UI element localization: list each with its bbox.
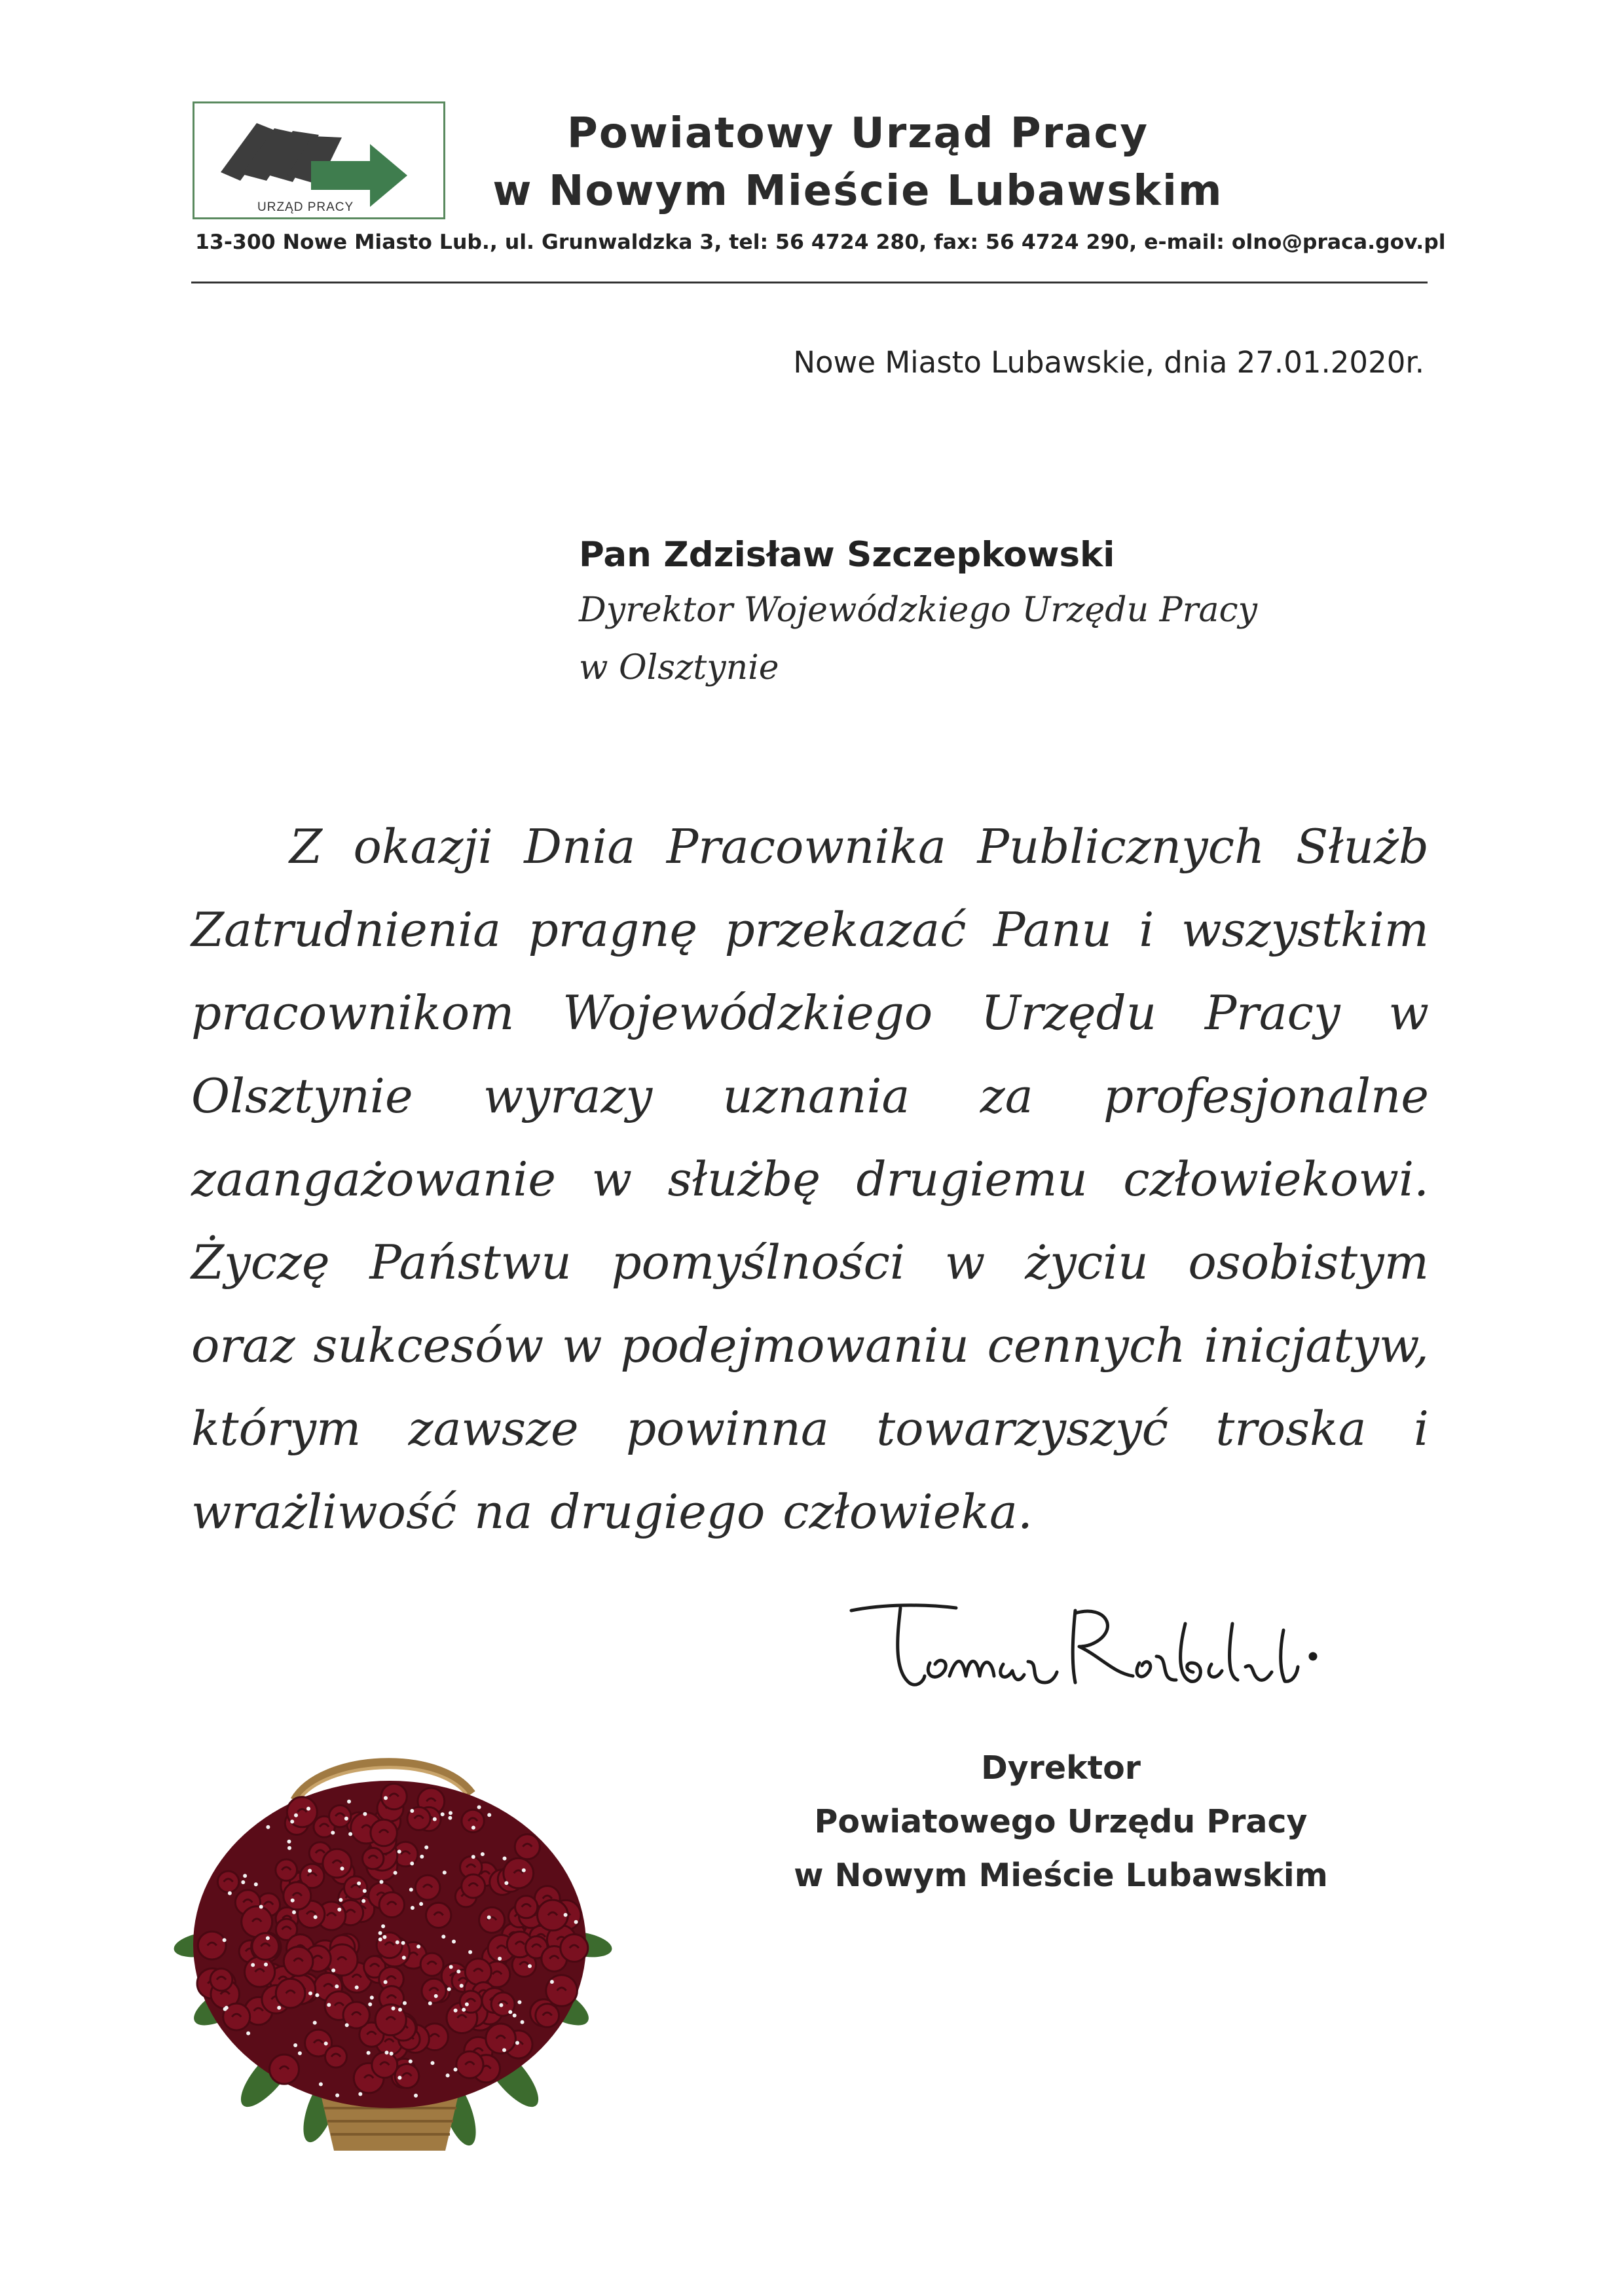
gypsophila-icon xyxy=(363,1889,367,1893)
gypsophila-icon xyxy=(380,1880,384,1884)
gypsophila-icon xyxy=(306,1807,310,1811)
gypsophila-icon xyxy=(564,1913,568,1917)
gypsophila-icon xyxy=(308,1869,312,1873)
rose-icon xyxy=(372,2052,397,2078)
gypsophila-icon xyxy=(315,1994,319,1997)
gypsophila-icon xyxy=(363,1812,367,1816)
rose-icon xyxy=(252,1933,279,1960)
gypsophila-icon xyxy=(428,2001,432,2005)
gypsophila-icon xyxy=(487,1813,491,1817)
gypsophila-icon xyxy=(378,1937,382,1941)
rose-icon xyxy=(422,1978,446,2003)
gypsophila-icon xyxy=(448,1816,452,1820)
rose-icon xyxy=(363,1848,384,1869)
gypsophila-icon xyxy=(243,1874,247,1878)
rose-icon xyxy=(325,2046,347,2068)
gypsophila-icon xyxy=(254,1882,258,1886)
signatory-title-line1: Dyrektor xyxy=(981,1749,1141,1787)
gypsophila-icon xyxy=(294,1813,298,1817)
gypsophila-icon xyxy=(431,2061,435,2065)
gypsophila-icon xyxy=(290,1819,294,1823)
gypsophila-icon xyxy=(331,1831,335,1834)
gypsophila-icon xyxy=(499,2003,503,2007)
gypsophila-icon xyxy=(433,1817,437,1821)
gypsophila-icon xyxy=(471,1826,475,1830)
gypsophila-icon xyxy=(449,1965,453,1969)
addressee-block xyxy=(579,529,1257,697)
header-divider xyxy=(191,282,1428,283)
rose-icon xyxy=(515,1834,540,1859)
gypsophila-icon xyxy=(347,1800,351,1804)
gypsophila-icon xyxy=(396,1941,399,1944)
rose-icon xyxy=(426,1903,451,1927)
gypsophila-icon xyxy=(481,1852,485,1856)
gypsophila-icon xyxy=(397,1850,401,1853)
gypsophila-icon xyxy=(339,1898,342,1902)
gypsophila-icon xyxy=(513,2014,517,2018)
gypsophila-icon xyxy=(335,2094,339,2098)
rose-icon xyxy=(210,1969,232,1991)
rose-icon xyxy=(344,1876,367,1899)
gypsophila-icon xyxy=(416,1944,420,1948)
gypsophila-icon xyxy=(357,1882,361,1886)
rose-icon xyxy=(536,2004,559,2028)
gypsophila-icon xyxy=(251,1963,255,1967)
rose-icon xyxy=(245,1957,275,1987)
rose-icon xyxy=(276,1859,297,1881)
gypsophila-icon xyxy=(378,1931,382,1935)
gypsophila-icon xyxy=(409,1887,413,1891)
gypsophila-icon xyxy=(367,2051,371,2055)
gypsophila-icon xyxy=(441,1812,445,1816)
gypsophila-icon xyxy=(298,2051,302,2055)
rose-icon xyxy=(538,1900,568,1931)
logo-caption: URZĄD PRACY xyxy=(257,200,354,214)
gypsophila-icon xyxy=(456,1969,460,1973)
gypsophila-icon xyxy=(358,2092,362,2096)
gypsophila-icon xyxy=(355,1986,359,1990)
gypsophila-icon xyxy=(424,1846,428,1850)
gypsophila-icon xyxy=(452,1940,456,1944)
gypsophila-icon xyxy=(446,2073,450,2077)
gypsophila-icon xyxy=(410,1861,414,1865)
gypsophila-icon xyxy=(477,1805,481,1809)
rose-icon xyxy=(270,2054,299,2084)
gypsophila-icon xyxy=(401,1941,405,1945)
gypsophila-icon xyxy=(337,1908,341,1912)
gypsophila-icon xyxy=(319,2083,323,2086)
gypsophila-icon xyxy=(308,1992,312,1995)
gypsophila-icon xyxy=(409,2060,413,2064)
organization-name xyxy=(458,105,1257,220)
rose-icon xyxy=(456,2051,483,2078)
rose-icon xyxy=(379,1892,404,1917)
gypsophila-icon xyxy=(241,1880,245,1884)
gypsophila-icon xyxy=(414,2094,418,2098)
rose-icon xyxy=(420,1953,443,1976)
addressee-name: Pan Zdzisław Szczepkowski xyxy=(579,535,1115,575)
rose-icon xyxy=(198,1931,226,1959)
gypsophila-icon xyxy=(508,2010,512,2014)
gypsophila-icon xyxy=(403,2001,407,2005)
contact-info: 13-300 Nowe Miasto Lub., ul. Grunwaldzka 3, tel: 56 4724 280, fax: 56 4724 290, e-mail: olno@praca.gov.pl xyxy=(195,230,1446,254)
gypsophila-icon xyxy=(384,1980,388,1984)
gypsophila-icon xyxy=(348,1832,352,1836)
gypsophila-icon xyxy=(420,1855,424,1859)
gypsophila-icon xyxy=(345,2023,349,2027)
addressee-role-line2: w Olsztynie xyxy=(579,648,779,687)
gypsophila-icon xyxy=(223,1938,227,1942)
gypsophila-icon xyxy=(291,1899,295,1903)
rose-icon xyxy=(377,1933,402,1958)
gypsophila-icon xyxy=(381,1924,385,1928)
rose-icon xyxy=(276,1978,305,2008)
rose-icon xyxy=(486,2024,516,2054)
gypsophila-icon xyxy=(443,1870,447,1874)
gypsophila-icon xyxy=(228,1891,232,1895)
gypsophila-icon xyxy=(223,2007,227,2011)
rose-icon xyxy=(371,1819,397,1846)
addressee-role-line1: Dyrektor Wojewódzkiego Urzędu Pracy xyxy=(579,591,1257,630)
gypsophila-icon xyxy=(361,1899,365,1903)
gypsophila-icon xyxy=(502,2048,506,2052)
signatory-title-line2: Powiatowego Urzędu Pracy xyxy=(814,1803,1308,1840)
gypsophila-icon xyxy=(390,2052,394,2056)
org-name-line2: w Nowym Mieście Lubawskim xyxy=(492,167,1223,215)
gypsophila-icon xyxy=(515,2041,519,2045)
gypsophila-icon xyxy=(314,1915,318,1919)
gypsophila-icon xyxy=(397,2076,401,2080)
gypsophila-icon xyxy=(344,1817,348,1821)
gypsophila-icon xyxy=(384,1796,388,1800)
gypsophila-icon xyxy=(487,1916,491,1920)
gypsophila-icon xyxy=(410,1809,414,1813)
gypsophila-icon xyxy=(574,1920,578,1924)
letter-body: Z okazji Dnia Pracownika Publicznych Służb Zatrudnienia pragnę przekazać Panu i wszystkim pracownikom Wojewódzkiego Urzędu Pracy w Olsztynie wyrazy uznania za profesjonalne zaangażowanie w służbę drugiemu człowiekowi. Życzę Państwu pomyślności w życiu osobistym oraz sukcesów w podejmowaniu cennych inicjatyw, którym zawsze powinna towarzyszyć troska i wrażliwość na drugiego człowieka. xyxy=(191,819,1429,1539)
logo xyxy=(193,101,445,219)
gypsophila-icon xyxy=(313,2021,317,2025)
rose-icon xyxy=(415,1875,440,1900)
rose-icon xyxy=(515,1896,538,1918)
gypsophila-icon xyxy=(398,2008,402,2012)
gypsophila-icon xyxy=(419,1902,423,1906)
rose-icon xyxy=(323,1849,352,1878)
gypsophila-icon xyxy=(259,1905,263,1909)
gypsophila-icon xyxy=(293,2043,297,2047)
gypsophila-icon xyxy=(277,2006,281,2010)
gypsophila-icon xyxy=(503,1857,507,1861)
gypsophila-icon xyxy=(460,1984,464,1988)
gypsophila-icon xyxy=(394,1871,397,1875)
gypsophila-icon xyxy=(447,1987,451,1991)
rose-icon xyxy=(546,1975,578,2007)
gypsophila-icon xyxy=(434,1994,438,1998)
letter-date: Nowe Miasto Lubawskie, dnia 27.01.2020r. xyxy=(793,345,1424,380)
gypsophila-icon xyxy=(266,1825,270,1829)
gypsophila-icon xyxy=(522,1868,526,1872)
rose-icon xyxy=(329,1805,351,1827)
gypsophila-icon xyxy=(331,1969,335,1973)
gypsophila-icon xyxy=(550,1980,554,1984)
signatory-title-line3: w Nowym Mieście Lubawskim xyxy=(794,1857,1328,1894)
gypsophila-icon xyxy=(287,1846,291,1850)
gypsophila-icon xyxy=(528,1964,532,1968)
gypsophila-icon xyxy=(454,2009,458,2013)
rose-icon xyxy=(217,1871,238,1892)
gypsophila-icon xyxy=(517,2000,521,2004)
gypsophila-icon xyxy=(411,1906,415,1910)
gypsophila-icon xyxy=(471,1855,475,1859)
gypsophila-icon xyxy=(504,1881,508,1885)
gypsophila-icon xyxy=(441,1935,445,1939)
gypsophila-icon xyxy=(521,2020,525,2024)
gypsophila-icon xyxy=(385,2050,389,2054)
rose-icon xyxy=(462,1874,485,1898)
handwritten-signature-icon xyxy=(832,1584,1329,1709)
gypsophila-icon xyxy=(392,2007,396,2011)
rose-icon xyxy=(479,1907,505,1933)
gypsophila-icon xyxy=(266,1936,270,1940)
gypsophila-icon xyxy=(462,2008,466,2012)
gypsophila-icon xyxy=(335,1984,339,1988)
gypsophila-icon xyxy=(402,1956,406,1959)
gypsophila-icon xyxy=(498,1957,502,1961)
gypsophila-icon xyxy=(468,1950,472,1954)
rose-icon xyxy=(395,2064,419,2088)
rose-icon xyxy=(561,1935,588,1962)
gypsophila-icon xyxy=(341,1867,344,1870)
rose-basket-icon xyxy=(164,1728,616,2160)
gypsophila-icon xyxy=(292,1910,296,1914)
gypsophila-icon xyxy=(327,2003,331,2007)
gypsophila-icon xyxy=(454,2068,458,2071)
gypsophila-icon xyxy=(287,1840,291,1844)
org-name-line1: Powiatowy Urząd Pracy xyxy=(566,109,1149,158)
rose-icon xyxy=(465,1959,491,1985)
rose-icon xyxy=(284,1882,311,1910)
gypsophila-icon xyxy=(324,2041,328,2045)
gypsophila-icon xyxy=(382,1935,386,1939)
gypsophila-icon xyxy=(246,2032,250,2035)
gypsophila-icon xyxy=(264,1963,268,1967)
gypsophila-icon xyxy=(465,2003,469,2007)
signatory-block xyxy=(766,1741,1356,1903)
gypsophila-icon xyxy=(449,1811,452,1815)
gypsophila-icon xyxy=(370,1995,374,1999)
gypsophila-icon xyxy=(368,2003,372,2007)
rose-icon xyxy=(284,1947,313,1977)
